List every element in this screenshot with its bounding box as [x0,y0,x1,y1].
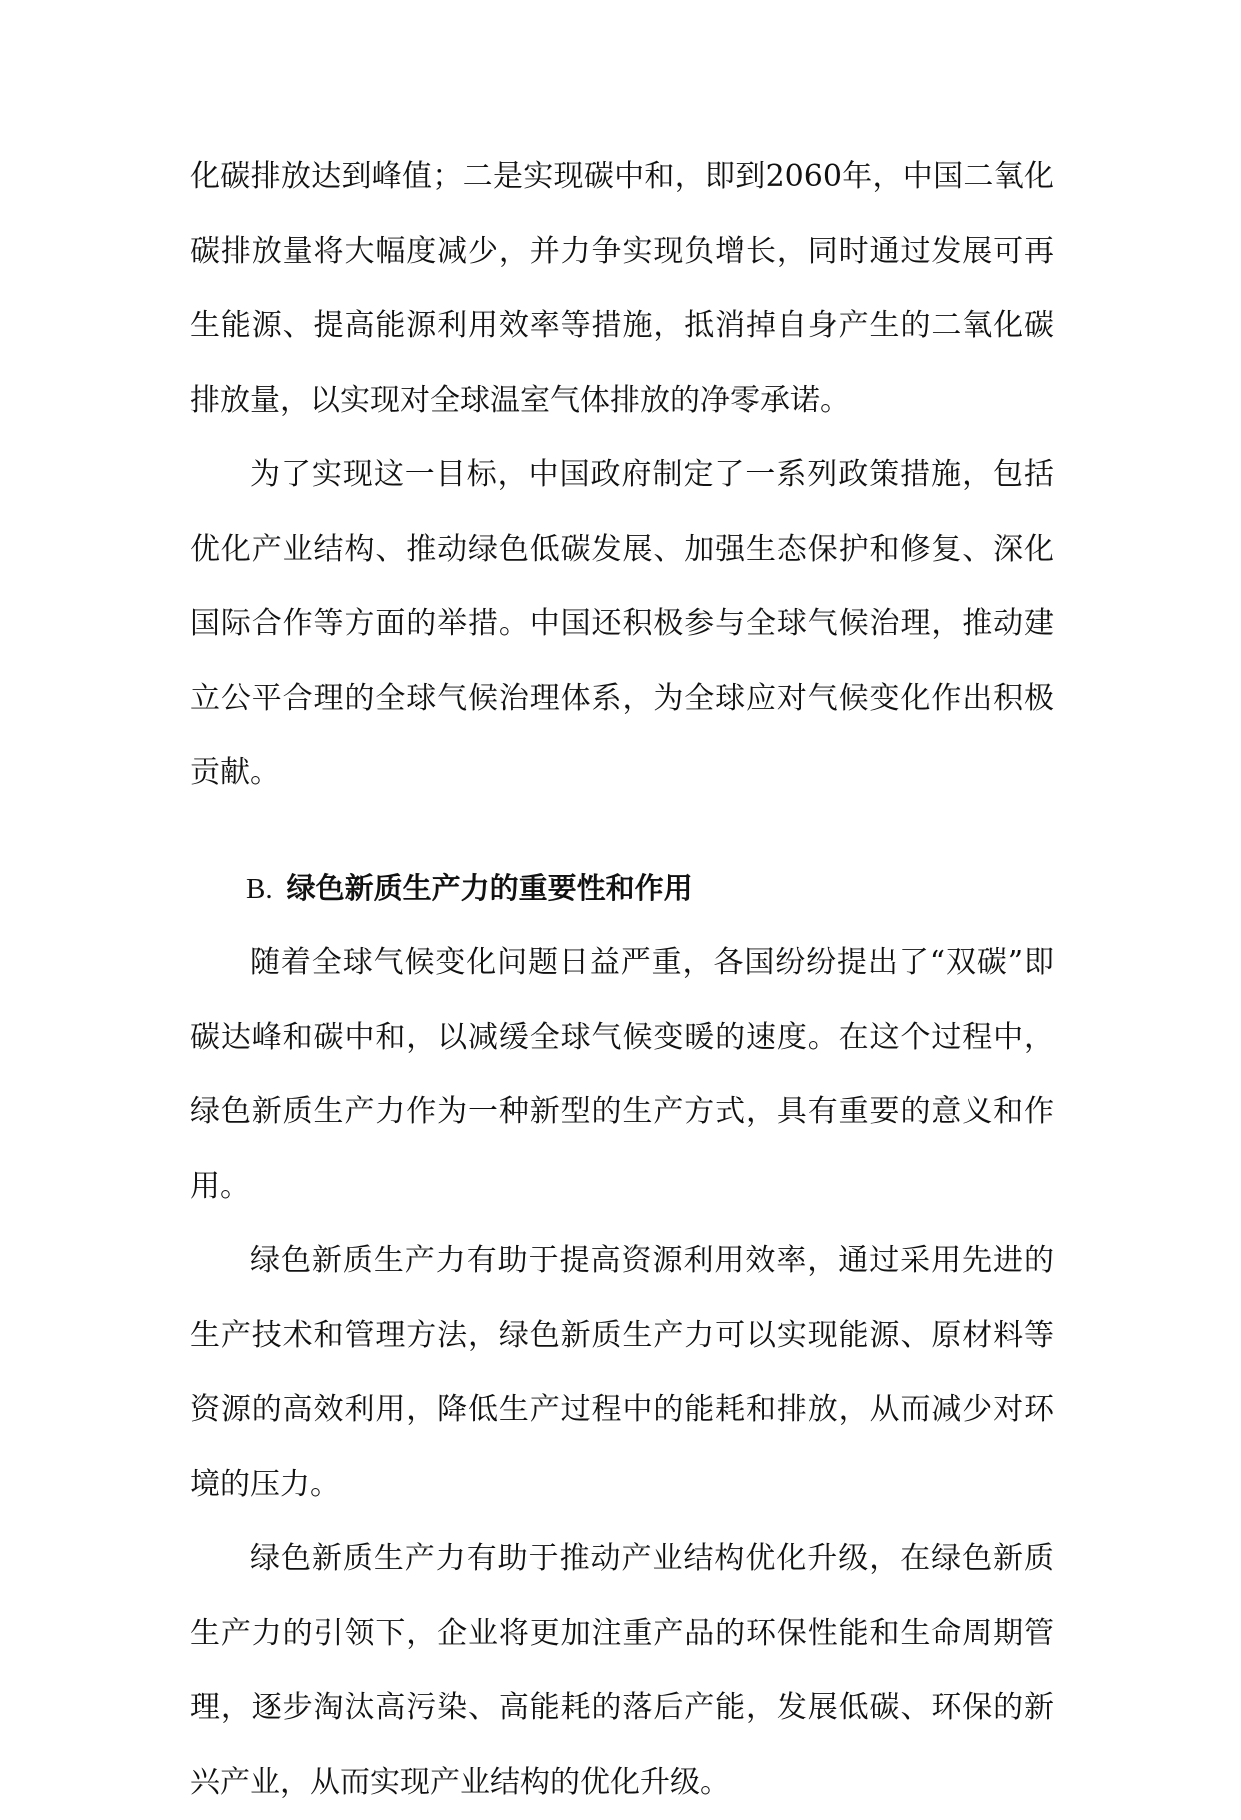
document-body [190,140,1054,1820]
paragraph-dual-carbon-context: 随着全球气候变化问题日益严重，各国纷纷提出了“双碳”即碳达峰和碳中和，以减缓全球气候变暖的速度。在这个过程中，绿色新质生产力作为一种新型的生产方式，具有重要的意义和作用。 [190,945,1054,1204]
paragraph-policy-measures: 为了实现这一目标，中国政府制定了一系列政策措施，包括优化产业结构、推动绿色低碳发展、加强生态保护和修复、深化国际合作等方面的举措。中国还积极参与全球气候治理，推动建立公平合理的全球气候治理体系，为全球应对气候变化作出积极贡献。 [190,457,1054,790]
section-number: B. [246,872,273,905]
section-title: 绿色新质生产力的重要性和作用 [286,870,693,905]
paragraph-carbon-peak-neutrality: 化碳排放达到峰值；二是实现碳中和，即到2060年，中国二氧化碳排放量将大幅度减少，并力争实现负增长，同时通过发展可再生能源、提高能源利用效率等措施，抵消掉自身产生的二氧化碳排放量，以实现对全球温室气体排放的净零承诺。 [190,159,1054,418]
section-spacer [190,811,1054,851]
paragraph-industrial-upgrade: 绿色新质生产力有助于推动产业结构优化升级，在绿色新质生产力的引领下，企业将更加注重产品的环保性能和生命周期管理，逐步淘汰高污染、高能耗的落后产能，发展低碳、环保的新兴产业，从而实现产业结构的优化升级。 [190,1541,1054,1800]
section-heading [190,851,1054,927]
paragraph-resource-efficiency: 绿色新质生产力有助于提高资源利用效率，通过采用先进的生产技术和管理方法，绿色新质生产力可以实现能源、原材料等资源的高效利用，降低生产过程中的能耗和排放，从而减少对环境的压力。 [190,1243,1054,1502]
